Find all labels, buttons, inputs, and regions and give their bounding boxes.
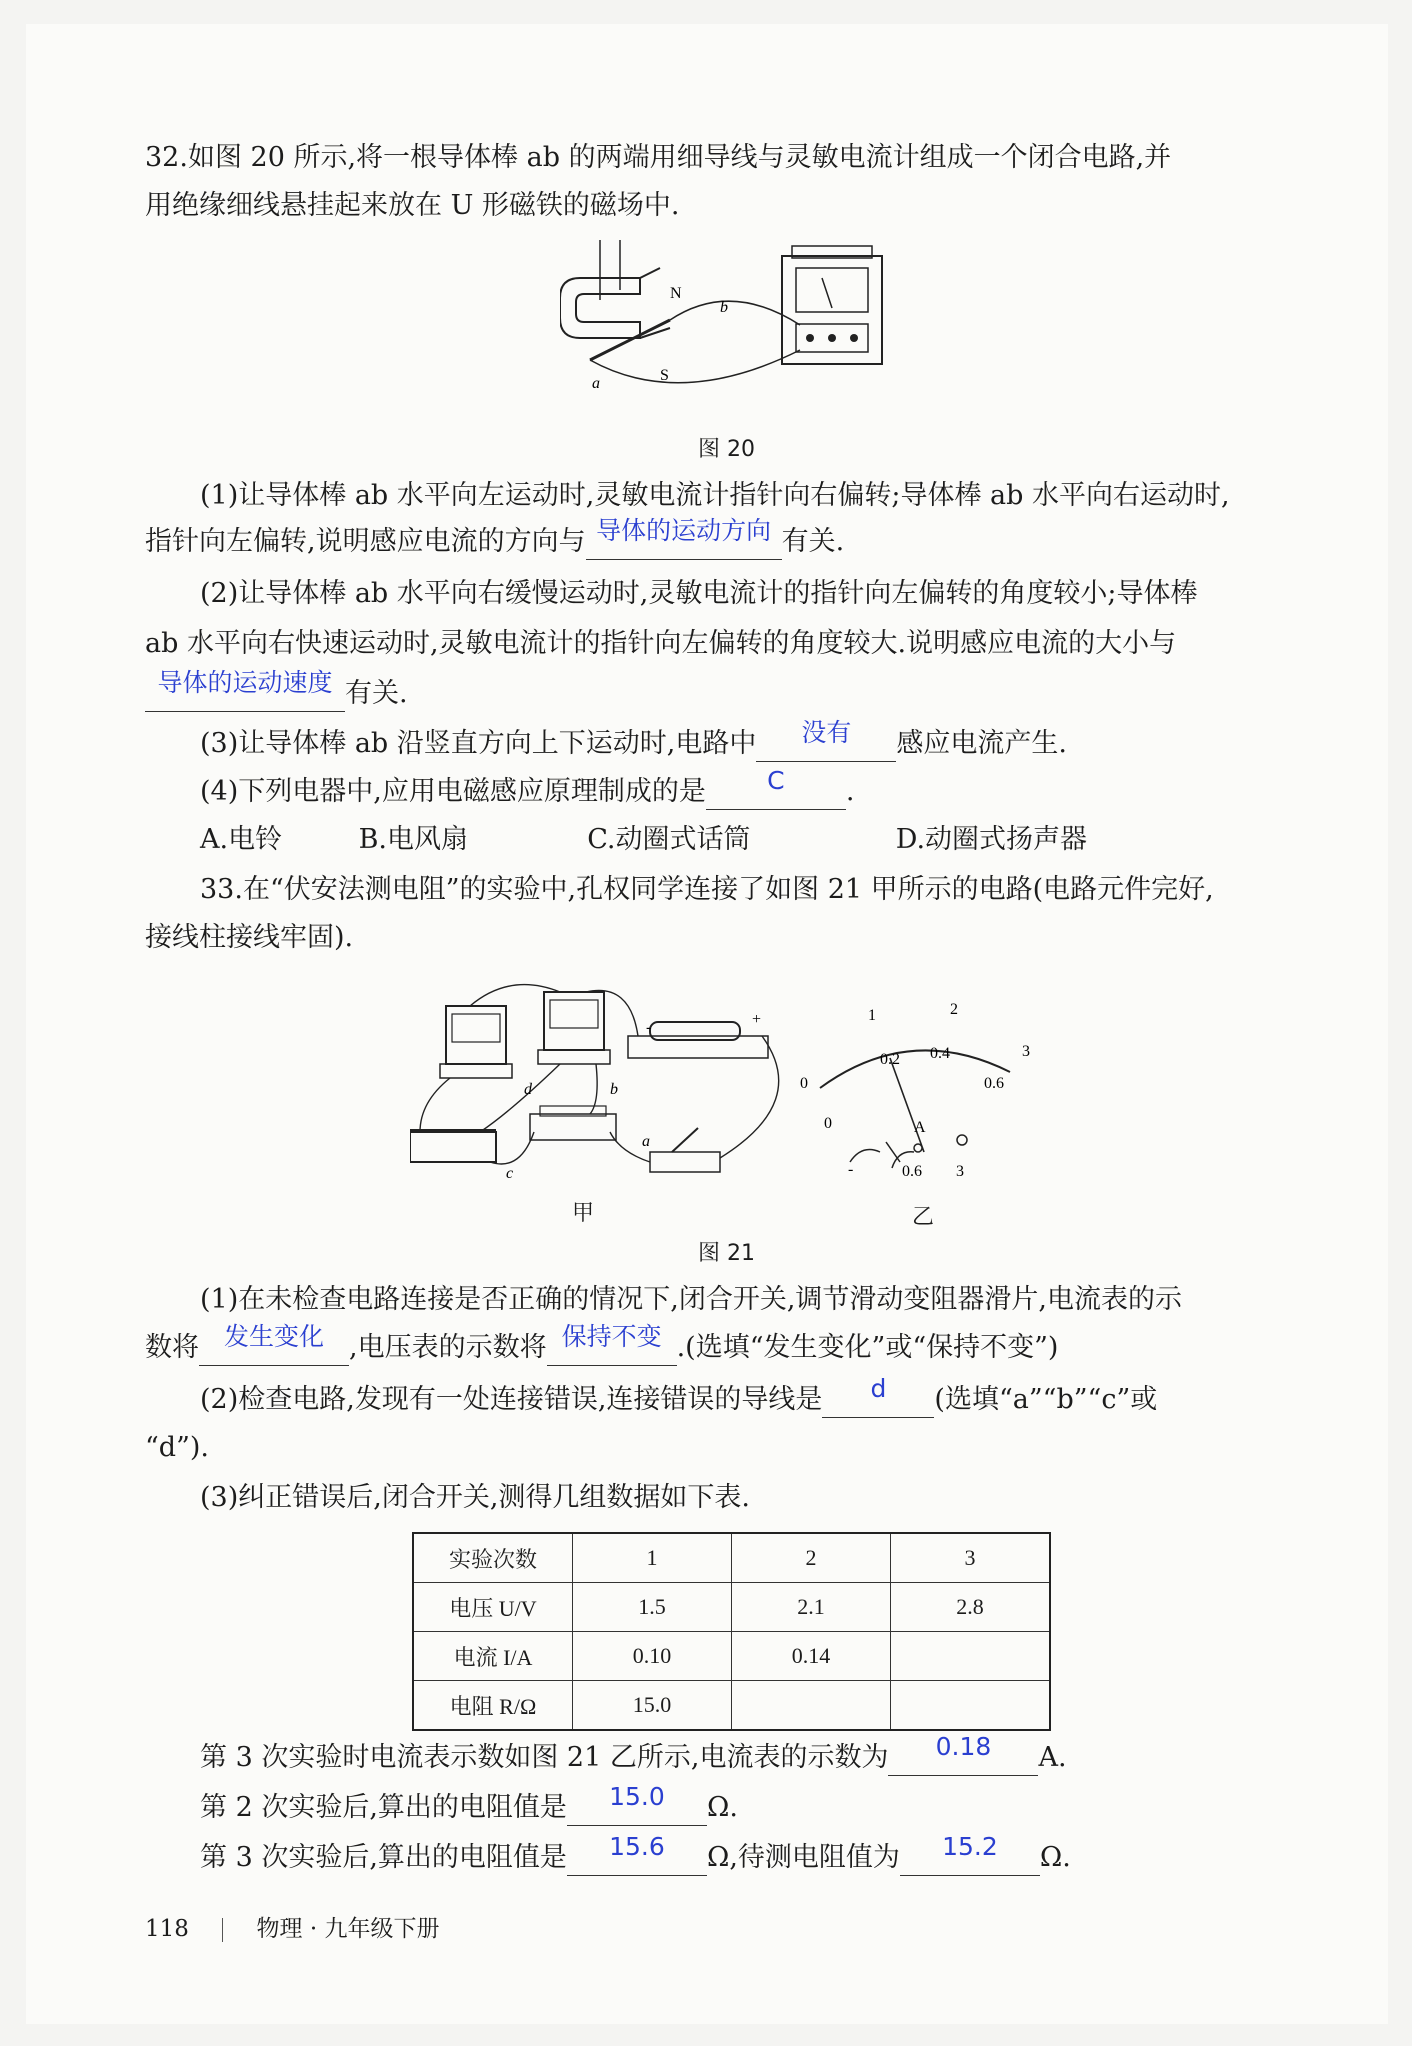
data-table — [412, 1532, 1051, 1731]
q33-p2-answer: d — [870, 1374, 887, 1403]
table-cell: 0.14 — [732, 1632, 891, 1681]
option-d: D.动圈式扬声器 — [895, 824, 1088, 855]
q33-p2-line1 — [200, 1374, 1158, 1418]
figure-21-caption: 图 21 — [698, 1241, 755, 1266]
q33-s3-post: Ω. — [1039, 1842, 1071, 1873]
fig20-label-s: S — [660, 367, 669, 384]
q32-p1-line2 — [145, 516, 845, 560]
circuit-label-a: a — [642, 1133, 650, 1150]
table-cell: 2.8 — [891, 1583, 1051, 1632]
table-row — [413, 1533, 1050, 1583]
fig20-label-b: b — [720, 299, 728, 316]
q32-p3-answer: 没有 — [801, 718, 852, 747]
table-cell: 电压 U/V — [413, 1583, 573, 1632]
circuit-label-minus: - — [646, 1019, 652, 1036]
q33-p2-post: (选填“a”“b”“c”或 — [934, 1384, 1158, 1415]
q33-s2-line — [200, 1782, 738, 1826]
figure-20-caption: 图 20 — [698, 437, 755, 462]
book-title: 物理 · 九年级下册 — [256, 1916, 440, 1942]
meter-bottom-06: 0.6 — [984, 1075, 1004, 1092]
q33-s2-post: Ω. — [706, 1792, 738, 1823]
option-c: C.动圈式话筒 — [587, 824, 751, 855]
table-row — [413, 1632, 1050, 1681]
page-number: 118 — [145, 1916, 189, 1942]
q33-s3-line — [200, 1832, 1071, 1876]
meter-terminal-06: 0.6 — [902, 1163, 922, 1180]
q33-p1-answer1: 发生变化 — [223, 1322, 324, 1351]
q32-p4-answer: C — [767, 766, 785, 795]
meter-terminal-3: 3 — [956, 1163, 964, 1180]
q33-s1-line — [200, 1732, 1067, 1776]
figure-21-yi: 乙 — [912, 1205, 935, 1230]
circuit-label-c: c — [506, 1165, 514, 1182]
circuit-label-b: b — [610, 1081, 618, 1098]
meter-top-1: 1 — [868, 1007, 876, 1024]
q32-p3-text: (3)让导体棒 ab 沿竖直方向上下运动时,电路中 — [200, 728, 757, 759]
q33-s2-blank[interactable] — [567, 1782, 707, 1826]
q32-p3-blank[interactable] — [756, 718, 896, 762]
q32-p2-blank[interactable] — [145, 668, 345, 712]
q32-p2-line3 — [145, 668, 408, 712]
q33-p2-blank[interactable] — [822, 1374, 934, 1418]
table-cell: 1.5 — [573, 1583, 732, 1632]
q33-p1-line2 — [145, 1322, 1059, 1366]
q33-s3-answer1: 15.6 — [609, 1832, 665, 1861]
q33-s3-text: 第 3 次实验后,算出的电阻值是 — [200, 1842, 567, 1873]
table-cell: 3 — [891, 1533, 1051, 1583]
q32-p1-answer: 导体的运动方向 — [596, 516, 772, 545]
table-cell: 15.0 — [573, 1681, 732, 1731]
q33-s3-blank2[interactable] — [900, 1832, 1040, 1876]
q32-p2-line2: ab 水平向右快速运动时,灵敏电流计的指针向左偏转的角度较大.说明感应电流的大小与 — [145, 628, 1177, 659]
meter-terminal-minus: - — [848, 1161, 854, 1178]
table-cell: 2 — [732, 1533, 891, 1583]
meter-unit: A — [914, 1119, 926, 1136]
q33-p1-blank1[interactable] — [199, 1322, 349, 1366]
table-cell — [732, 1681, 891, 1731]
q33-p1-line1: (1)在未检查电路连接是否正确的情况下,闭合开关,调节滑动变阻器滑片,电流表的示 — [200, 1284, 1182, 1315]
q33-p1-blank2[interactable] — [547, 1322, 677, 1366]
q32-p4-blank[interactable] — [706, 766, 846, 810]
q32-p3-line — [200, 718, 1067, 762]
figure-21-jia: 甲 — [572, 1201, 595, 1226]
q33-s3-mid: Ω,待测电阻值为 — [706, 1842, 900, 1873]
q33-p1-mid: ,电压表的示数将 — [349, 1332, 547, 1363]
q32-p4-line — [200, 766, 855, 810]
meter-bottom-0: 0 — [824, 1115, 832, 1132]
meter-bottom-04: 0.4 — [930, 1045, 950, 1062]
q32-p1-blank[interactable] — [586, 516, 782, 560]
meter-top-0: 0 — [800, 1075, 808, 1092]
q33-stem-line1: 33.在“伏安法测电阻”的实验中,孔权同学连接了如图 21 甲所示的电路(电路元件完好, — [200, 874, 1214, 905]
table-cell: 1 — [573, 1533, 732, 1583]
figure-21-circuit — [410, 982, 790, 1182]
q33-p1-answer2: 保持不变 — [561, 1322, 662, 1351]
q32-p1-line1: (1)让导体棒 ab 水平向左运动时,灵敏电流计指针向右偏转;导体棒 ab 水平向右运动时, — [200, 480, 1230, 511]
q33-s2-answer: 15.0 — [609, 1782, 665, 1811]
q33-s2-text: 第 2 次实验后,算出的电阻值是 — [200, 1792, 567, 1823]
fig20-label-n: N — [670, 285, 682, 302]
q33-s1-answer: 0.18 — [935, 1732, 992, 1761]
q32-options — [200, 822, 1160, 858]
table-cell: 实验次数 — [413, 1533, 573, 1583]
q32-p1-post: 有关. — [781, 526, 845, 557]
table-cell: 电阻 R/Ω — [413, 1681, 573, 1731]
q33-p2-line2: “d”). — [145, 1432, 210, 1463]
q32-stem-line2: 用绝缘细线悬挂起来放在 U 形磁铁的磁场中. — [145, 190, 680, 221]
q32-p2-post: 有关. — [345, 678, 408, 709]
q32-p1-text: 指针向左偏转,说明感应电流的方向与 — [145, 526, 586, 557]
footer-divider — [222, 1918, 223, 1942]
figure-21-meter — [790, 992, 1050, 1182]
q33-s1-text: 第 3 次实验时电流表示数如图 21 乙所示,电流表的示数为 — [200, 1742, 889, 1773]
option-a: A.电铃 — [200, 824, 283, 855]
meter-bottom-02: 0.2 — [880, 1051, 900, 1068]
q33-p3-line: (3)纠正错误后,闭合开关,测得几组数据如下表. — [200, 1482, 750, 1513]
q32-p2-line1: (2)让导体棒 ab 水平向右缓慢运动时,灵敏电流计的指针向左偏转的角度较小;导体棒 — [200, 578, 1198, 609]
meter-top-2: 2 — [950, 1001, 958, 1018]
table-cell: 2.1 — [732, 1583, 891, 1632]
q32-p3-post: 感应电流产生. — [896, 728, 1067, 759]
q33-s3-answer2: 15.2 — [942, 1832, 998, 1861]
q33-s3-blank1[interactable] — [567, 1832, 707, 1876]
q32-p4-text: (4)下列电器中,应用电磁感应原理制成的是 — [200, 776, 706, 807]
q32-p2-answer: 导体的运动速度 — [157, 668, 333, 697]
q33-stem-line2: 接线柱接线牢固). — [145, 922, 354, 953]
table-cell: 电流 I/A — [413, 1632, 573, 1681]
table-row — [413, 1681, 1050, 1731]
meter-top-3: 3 — [1022, 1043, 1030, 1060]
q33-s1-post: A. — [1038, 1742, 1067, 1773]
table-cell — [891, 1632, 1051, 1681]
page-footer — [145, 1910, 439, 1943]
table-row — [413, 1583, 1050, 1632]
q33-s1-blank[interactable] — [888, 1732, 1038, 1776]
q33-p1-text: 数将 — [145, 1332, 199, 1363]
q33-p1-post: .(选填“发生变化”或“保持不变”) — [676, 1332, 1059, 1363]
fig20-label-a: a — [592, 375, 600, 392]
table-cell: 0.10 — [573, 1632, 732, 1681]
q32-stem-line1: 32.如图 20 所示,将一根导体棒 ab 的两端用细导线与灵敏电流计组成一个闭合电路,并 — [145, 142, 1172, 173]
circuit-label-plus: + — [752, 1011, 762, 1028]
figure-20 — [560, 240, 900, 410]
circuit-label-d: d — [524, 1081, 532, 1098]
table-cell — [891, 1681, 1051, 1731]
option-b: B.电风扇 — [358, 824, 469, 855]
q32-p4-post: . — [845, 776, 855, 807]
q33-p2-text: (2)检查电路,发现有一处连接错误,连接错误的导线是 — [200, 1384, 823, 1415]
